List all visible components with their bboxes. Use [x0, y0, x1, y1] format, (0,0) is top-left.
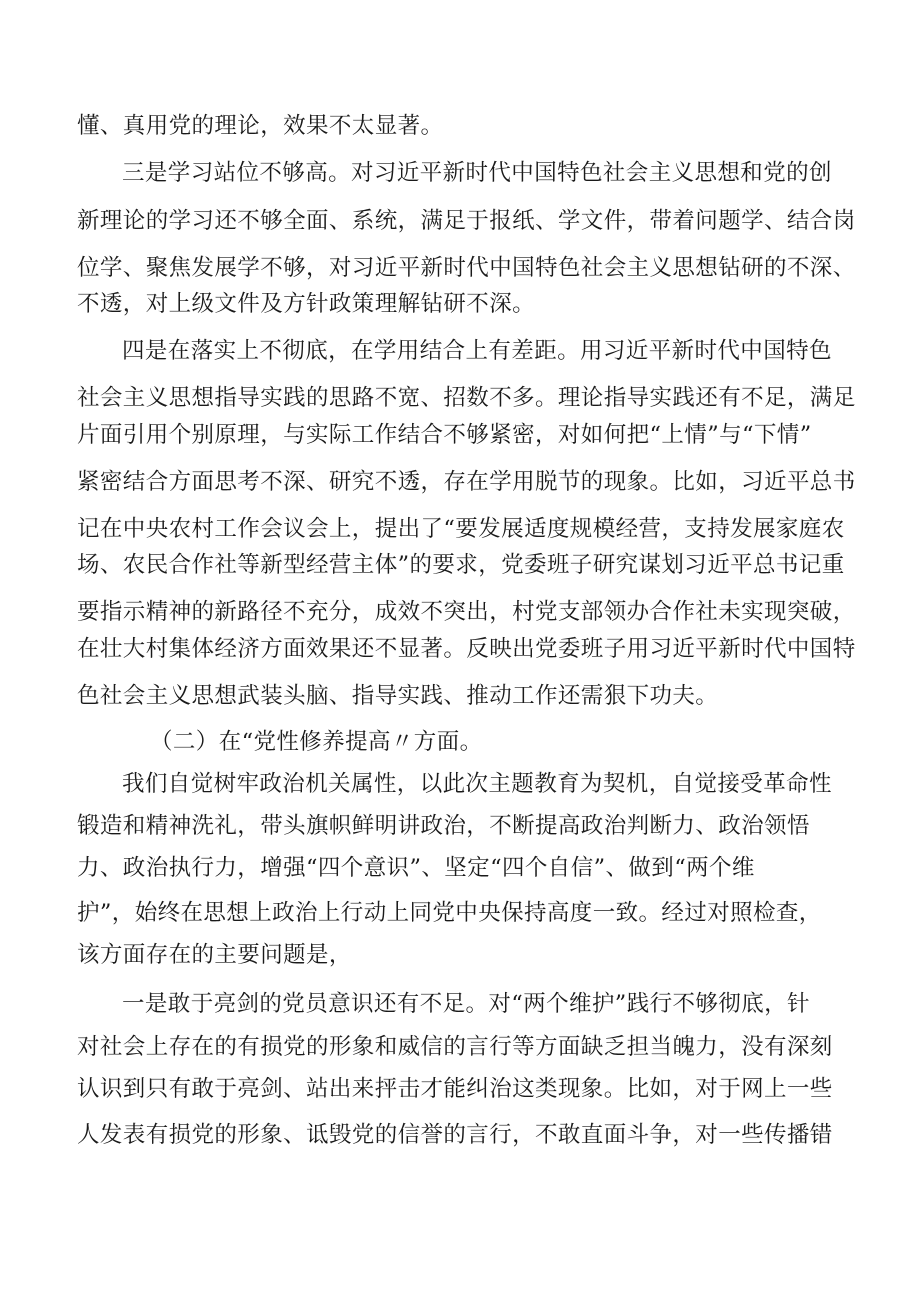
- paragraph-line: 在壮大村集体经济方面效果还不显著。反映出党委班子用习近平新时代中国特: [77, 636, 856, 662]
- paragraph-line: 护”，始终在思想上政治上行动上同党中央保持高度一致。经过对照检查，: [77, 900, 822, 926]
- paragraph-line: 片面引用个别原理，与实际工作结合不够紧密，对如何把“上情”与“下情”: [77, 422, 812, 448]
- paragraph-line: 该方面存在的主要问题是，: [77, 942, 352, 968]
- paragraph-line: 认识到只有敢于亮剑、站出来抨击才能纠治这类现象。比如，对于网上一些: [77, 1076, 833, 1102]
- paragraph-line: 场、农民合作社等新型经营主体”的要求，党委班子研究谋划习近平总书记重: [77, 552, 845, 578]
- paragraph-line: 懂、真用党的理论，效果不太显著。: [77, 113, 444, 139]
- paragraph-line: 一是敢于亮剑的党员意识还有不足。对“两个维护”践行不够彻底，针: [122, 991, 810, 1017]
- paragraph-line: 位学、聚焦发展学不够，对习近平新时代中国特色社会主义思想钻研的不深、: [77, 255, 856, 281]
- section-heading: （二）在“党性修养提高〃方面。: [150, 729, 483, 755]
- paragraph-line: 记在中央农村工作会议会上，提出了“要发展适度规模经营，支持发展家庭农: [77, 516, 845, 542]
- paragraph-line: 四是在落实上不彻底，在学用结合上有差距。用习近平新时代中国特色: [122, 338, 832, 364]
- paragraph-line: 对社会上存在的有损党的形象和威信的言行等方面缺乏担当魄力，没有深刻: [77, 1034, 833, 1060]
- paragraph-line: 锻造和精神洗礼，带头旗帜鲜明讲政治，不断提高政治判断力、政治领悟: [77, 813, 810, 839]
- paragraph-line: 三是学习站位不够高。对习近平新时代中国特色社会主义思想和党的创: [122, 160, 832, 186]
- paragraph-line: 力、政治执行力，增强“四个意识”、坚定“四个自信”、做到“两个维: [77, 855, 755, 881]
- paragraph-line: 色社会主义思想武装头脑、指导实践、推动工作还需狠下功夫。: [77, 683, 719, 709]
- paragraph-line: 不透，对上级文件及方针政策理解钻研不深。: [77, 291, 536, 317]
- paragraph-line: 我们自觉树牢政治机关属性，以此次主题教育为契机，自觉接受革命性: [122, 771, 832, 797]
- paragraph-line: 社会主义思想指导实践的思路不宽、招数不多。理论指导实践还有不足，满足: [77, 385, 856, 411]
- paragraph-line: 要指示精神的新路径不充分，成效不突出，村党支部领办合作社未实现突破，: [77, 599, 856, 625]
- paragraph-line: 新理论的学习还不够全面、系统，满足于报纸、学文件，带着问题学、结合岗: [77, 208, 856, 234]
- paragraph-line: 紧密结合方面思考不深、研究不透，存在学用脱节的现象。比如，习近平总书: [77, 469, 856, 495]
- paragraph-line: 人发表有损党的形象、诋毁党的信誉的言行，不敢直面斗争，对一些传播错: [77, 1122, 833, 1148]
